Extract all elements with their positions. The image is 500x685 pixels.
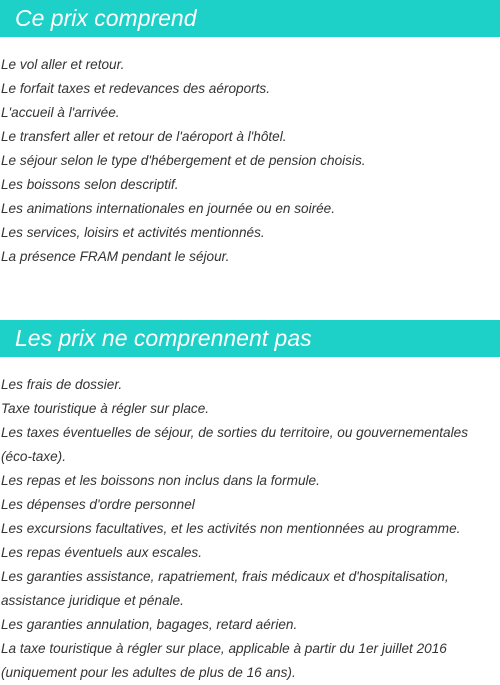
price-includes-section: [0, 0, 500, 269]
list-item: Taxe touristique à régler sur place.: [1, 401, 210, 416]
list-item: La présence FRAM pendant le séjour.: [1, 249, 230, 264]
list-item: (éco-taxe).: [1, 449, 66, 464]
list-item: Le transfert aller et retour de l'aéroport à l'hôtel.: [1, 129, 287, 144]
list-item: Les excursions facultatives, et les activités non mentionnées au programme.: [1, 521, 461, 536]
list-item: Le forfait taxes et redevances des aéroports.: [1, 81, 271, 96]
list-item: Les dépenses d'ordre personnel: [1, 497, 195, 512]
price-excludes-section: [0, 320, 500, 685]
price-excludes-title: Les prix ne comprennent pas: [15, 325, 312, 351]
price-excludes-heading: [0, 320, 500, 357]
list-item: (uniquement pour les adultes de plus de 16 ans).: [1, 665, 296, 680]
price-excludes-list: [0, 373, 500, 685]
list-item: Les garanties annulation, bagages, retard aérien.: [1, 617, 298, 632]
list-item: assistance juridique et pénale.: [1, 593, 184, 608]
price-includes-list: [0, 53, 500, 269]
list-item: Les services, loisirs et activités mentionnés.: [1, 225, 265, 240]
list-item: Les frais de dossier.: [1, 377, 123, 392]
list-item: Le séjour selon le type d'hébergement et de pension choisis.: [1, 153, 366, 168]
list-item: Les repas éventuels aux escales.: [1, 545, 203, 560]
list-item: Les garanties assistance, rapatriement, frais médicaux et d'hospitalisation,: [1, 569, 449, 584]
price-includes-title: Ce prix comprend: [15, 5, 197, 31]
list-item: Les animations internationales en journée ou en soirée.: [1, 201, 336, 216]
list-item: Le vol aller et retour.: [1, 57, 125, 72]
list-item: L'accueil à l'arrivée.: [1, 105, 120, 120]
price-includes-heading: [0, 0, 500, 37]
list-item: Les boissons selon descriptif.: [1, 177, 179, 192]
list-item: Les taxes éventuelles de séjour, de sorties du territoire, ou gouvernementales: [1, 425, 468, 440]
list-item: La taxe touristique à régler sur place, applicable à partir du 1er juillet 2016: [1, 641, 447, 656]
list-item: Les repas et les boissons non inclus dans la formule.: [1, 473, 320, 488]
